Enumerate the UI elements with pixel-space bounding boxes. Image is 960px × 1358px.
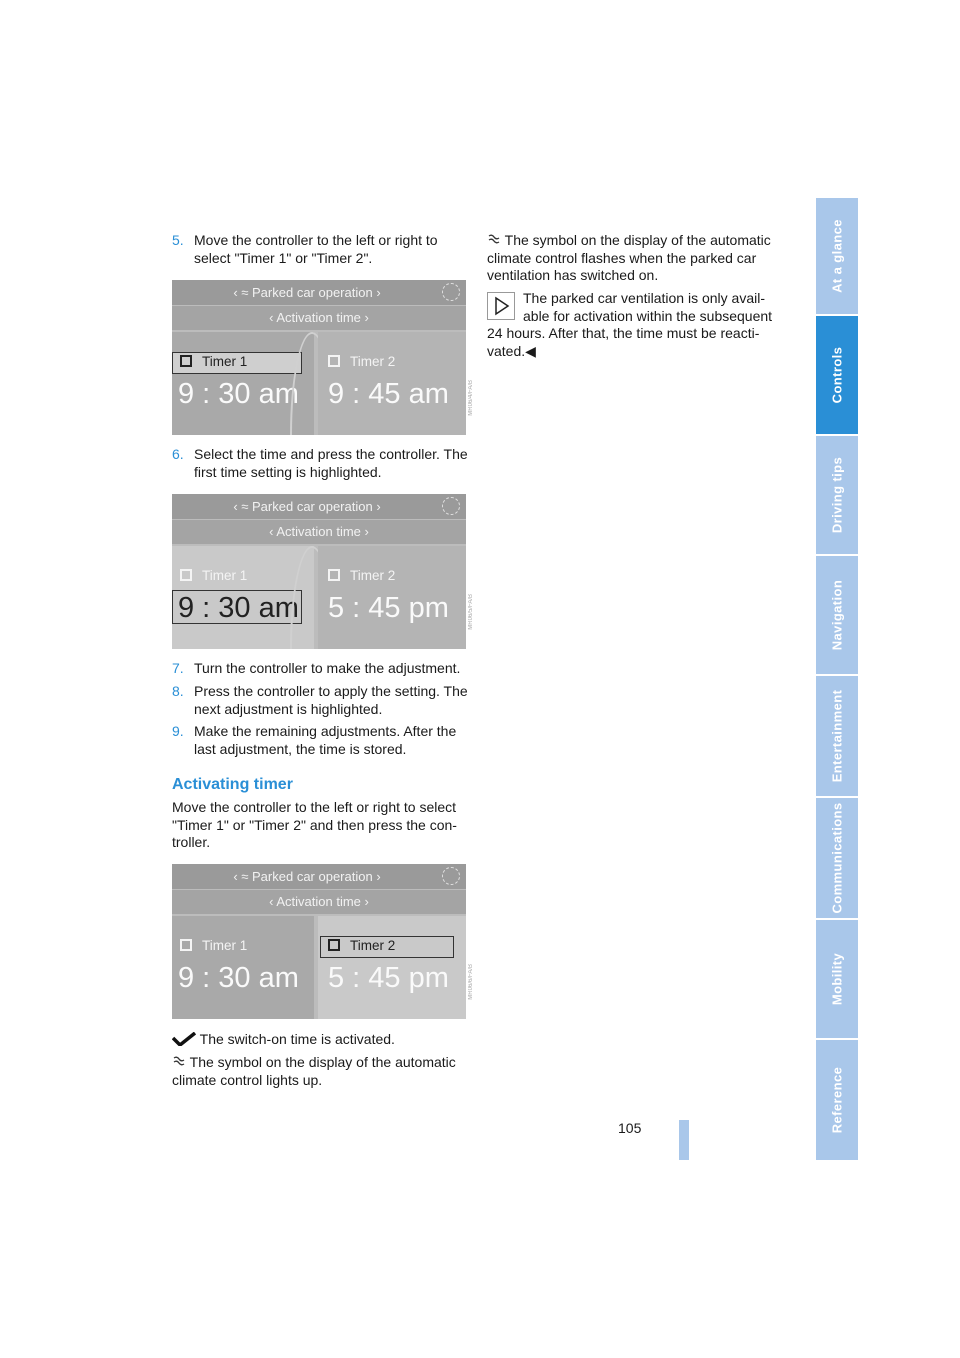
timer-2-label: Timer 2 <box>328 354 395 369</box>
timer-1-label: Timer 1 <box>180 354 247 369</box>
timer-1-time: 9 : 30 am <box>178 962 299 994</box>
tab-communications[interactable] <box>816 798 858 918</box>
page-number: 105 <box>618 1120 642 1136</box>
display-screen-timer-activated <box>172 864 466 1019</box>
page-marker-bar <box>679 1120 689 1160</box>
display-screen-timer-select <box>172 280 466 435</box>
activating-paragraph: Move the controller to the left or right to select "Timer 1" or "Timer 2" and then press the con-troller. <box>172 799 457 850</box>
timer-2-time: 9 : 45 am <box>328 378 449 410</box>
step-text: Press the controller to apply the setting. The next adjustment is highlighted. <box>194 683 468 717</box>
step-text: Make the remaining adjustments. After the last adjustment, the time is stored. <box>194 723 457 757</box>
submenu-title: ‹ Activation time › <box>269 524 369 539</box>
tab-label: Mobility <box>829 952 845 1006</box>
switch-on-text: The switch-on time is activated. <box>199 1031 395 1047</box>
timer-1-time: 9 : 30 am <box>178 378 299 410</box>
timer-1-label: Timer 1 <box>180 938 247 953</box>
timer-1-label: Timer 1 <box>180 568 247 583</box>
section-heading: Activating timer <box>172 776 293 793</box>
step-number: 6. <box>172 446 184 462</box>
menu-bar <box>172 864 466 889</box>
checkbox-icon <box>180 355 192 367</box>
timer-1-pane[interactable] <box>172 916 314 1019</box>
tab-label: Driving tips <box>829 456 845 534</box>
tab-label: At a glance <box>829 219 845 293</box>
symbol-lights-paragraph <box>172 1054 472 1089</box>
checkbox-icon <box>180 569 192 581</box>
step-number: 5. <box>172 232 184 248</box>
submenu-bar <box>172 520 466 544</box>
menu-title: ‹ ≈ Parked car operation › <box>233 285 381 300</box>
timer-2-label: Timer 2 <box>328 568 395 583</box>
tab-reference[interactable] <box>816 1040 858 1160</box>
tab-label: Communications <box>829 802 845 914</box>
fan-icon <box>172 1055 186 1069</box>
checkbox-icon <box>328 569 340 581</box>
note-icon <box>487 292 515 320</box>
note-triangle-icon <box>487 292 515 320</box>
submenu-title: ‹ Activation time › <box>269 310 369 325</box>
timer-2-pane[interactable] <box>318 332 466 435</box>
checkbox-icon <box>328 939 340 951</box>
fan-icon <box>487 233 501 247</box>
tab-controls[interactable] <box>816 316 858 434</box>
submenu-bar <box>172 890 466 914</box>
step-number: 8. <box>172 683 184 699</box>
tab-label: Navigation <box>829 579 845 651</box>
step-number: 9. <box>172 723 184 739</box>
tab-entertainment[interactable] <box>816 676 858 796</box>
tab-label: Controls <box>829 346 845 404</box>
timer-2-time: 5 : 45 pm <box>328 962 449 994</box>
tab-at-a-glance[interactable] <box>816 198 858 314</box>
checkmark-icon <box>172 1032 196 1046</box>
timer-2-time: 5 : 45 pm <box>328 592 449 624</box>
note-text-a: The parked car ventilation is only avail-able for activation within the subsequent <box>523 290 773 324</box>
controller-icon <box>442 867 460 885</box>
timer-2-pane[interactable] <box>318 916 466 1019</box>
menu-title: ‹ ≈ Parked car operation › <box>233 499 381 514</box>
image-code: MR06/6/FA/B <box>468 964 474 1000</box>
symbol-flashes-text: The symbol on the display of the automatic climate control flashes when the parked car ventilation has switched on. <box>487 232 771 283</box>
timer-1-time: 9 : 30 am <box>178 592 299 624</box>
menu-bar <box>172 494 466 519</box>
submenu-title: ‹ Activation time › <box>269 894 369 909</box>
image-code: MR06/5/FA/B <box>468 594 474 630</box>
image-code: MR06/4/FA/B <box>468 380 474 416</box>
tab-mobility[interactable] <box>816 920 858 1038</box>
timer-2-pane[interactable] <box>318 546 466 649</box>
tab-label: Entertainment <box>829 689 845 783</box>
symbol-flashes-paragraph <box>487 232 783 285</box>
display-screen-time-edit <box>172 494 466 649</box>
tab-driving-tips[interactable] <box>816 436 858 554</box>
symbol-lights-text: The symbol on the display of the automatic climate control lights up. <box>172 1054 456 1088</box>
menu-bar <box>172 280 466 305</box>
checkbox-icon <box>180 939 192 951</box>
controller-icon <box>442 283 460 301</box>
tab-navigation[interactable] <box>816 556 858 674</box>
checkbox-icon <box>328 355 340 367</box>
controller-icon <box>442 497 460 515</box>
note-text-b: 24 hours. After that, the time must be reacti-vated.◀ <box>487 325 760 359</box>
switch-on-line <box>172 1031 472 1049</box>
submenu-bar <box>172 306 466 330</box>
step-number: 7. <box>172 660 184 676</box>
step-text: Turn the controller to make the adjustment. <box>194 660 461 676</box>
step-text: Move the controller to the left or right to select "Timer 1" or "Timer 2". <box>194 232 438 266</box>
tab-label: Reference <box>829 1066 845 1134</box>
menu-title: ‹ ≈ Parked car operation › <box>233 869 381 884</box>
timer-2-label: Timer 2 <box>328 938 395 953</box>
step-text: Select the time and press the controller. The first time setting is highlighted. <box>194 446 468 480</box>
